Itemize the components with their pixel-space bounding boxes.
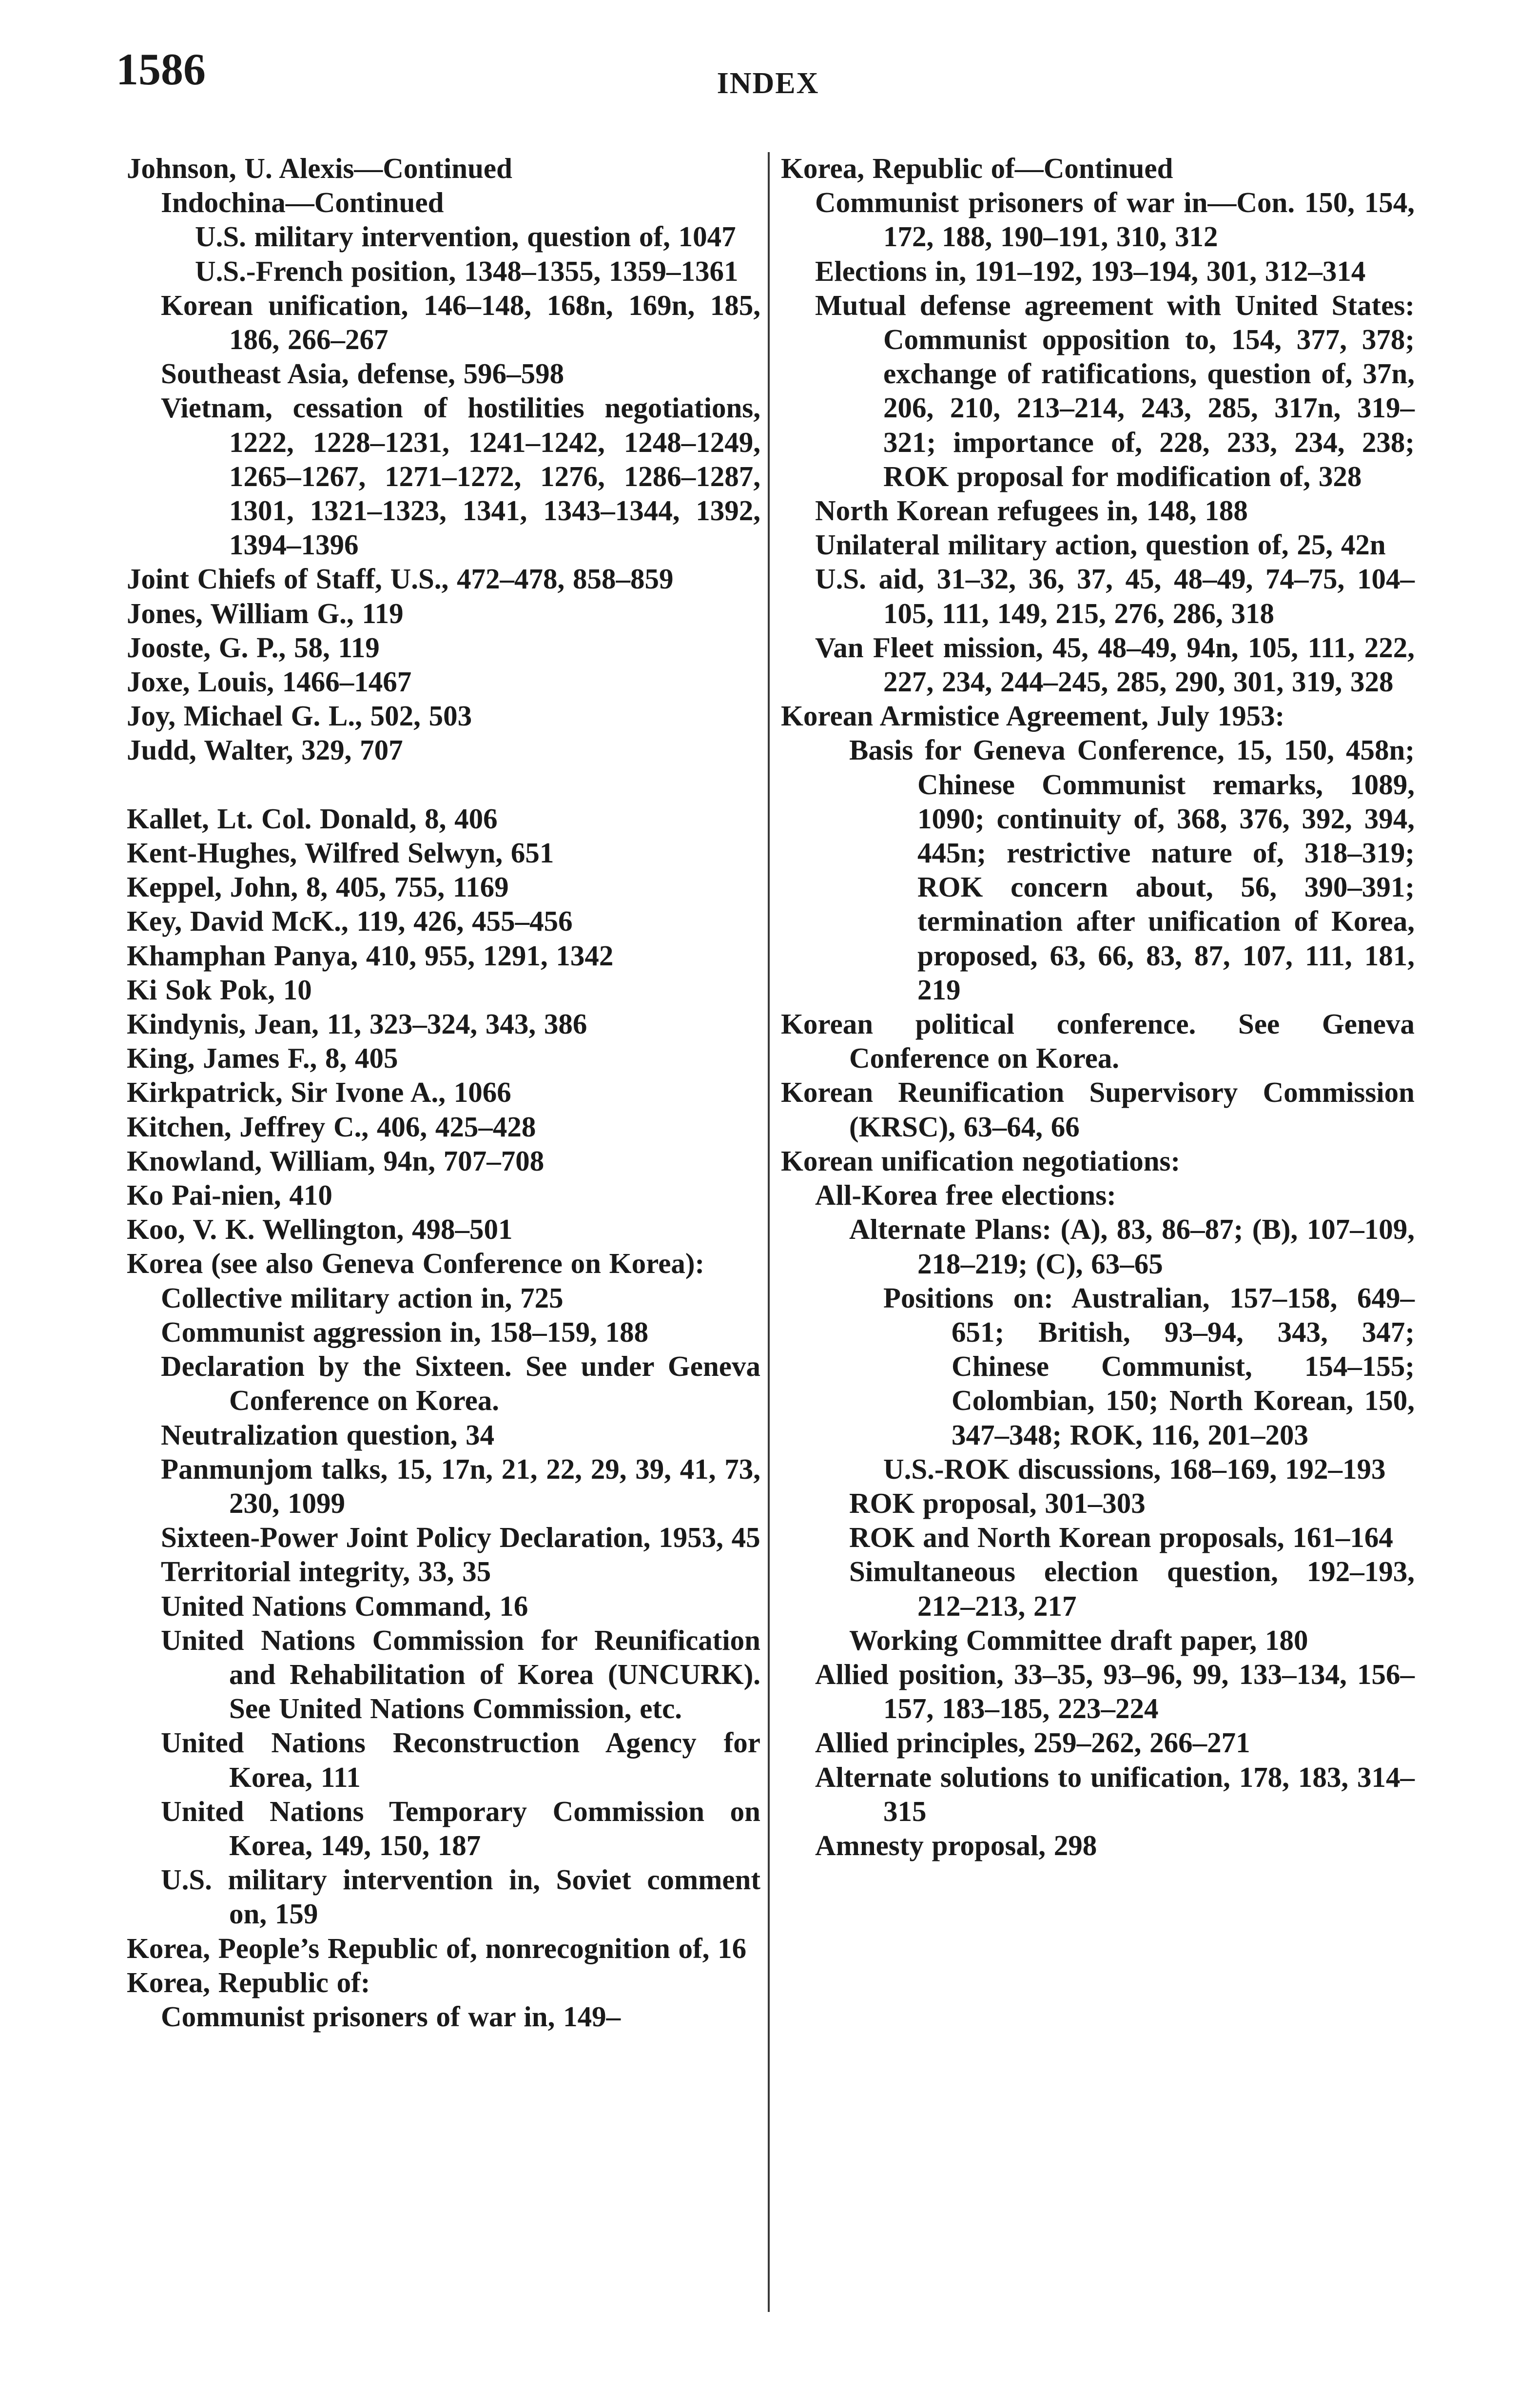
index-entry: Panmunjom talks, 15, 17n, 21, 22, 29, 39, 41, 73, 230, 1099: [161, 1452, 760, 1519]
index-entry: Korean Armistice Agreement, July 1953:: [781, 700, 1285, 732]
index-entry: Sixteen-Power Joint Policy Declaration, 1953, 45: [161, 1521, 760, 1554]
index-entry: U.S.-ROK discussions, 168–169, 192–193: [883, 1452, 1386, 1485]
index-entry: All-Korea free elections:: [815, 1179, 1116, 1212]
index-entry: Basis for Geneva Conference, 15, 150, 458n; Chinese Communist remarks, 1089, 1090; continuity of, 368, 376, 392, 394, 445n; restrictive nature of, 318–319; ROK concern about, 56, 390–391; termination after unification of Korea, proposed, 63, 66, 83, 87, 107, 111, 181, 219: [849, 734, 1415, 1006]
index-entry: Territorial integrity, 33, 35: [161, 1555, 491, 1588]
index-column-right: [781, 151, 1415, 1862]
index-entry: Van Fleet mission, 45, 48–49, 94n, 105, 111, 222, 227, 234, 244–245, 285, 290, 301, 319, 328: [815, 631, 1415, 698]
index-entry: U.S. military intervention in, Soviet comment on, 159: [161, 1863, 760, 1930]
index-entry: King, James F., 8, 405: [127, 1042, 398, 1075]
index-entry: Alternate Plans: (A), 83, 86–87; (B), 107–109, 218–219; (C), 63–65: [849, 1213, 1415, 1280]
index-entry: Positions on: Australian, 157–158, 649–651; British, 93–94, 343, 347; Chinese Communist, 154–155; Colombian, 150; North Korean, 150, 347–348; ROK, 116, 201–203: [883, 1281, 1415, 1451]
index-entry: Korea, People’s Republic of, nonrecognition of, 16: [127, 1932, 747, 1964]
index-entry: Korean political conference. See Geneva Conference on Korea.: [781, 1008, 1415, 1075]
index-entry: Neutralization question, 34: [161, 1418, 495, 1451]
index-entry: Working Committee draft paper, 180: [849, 1624, 1308, 1656]
index-entry: Korea, Republic of—Continued: [781, 152, 1173, 184]
index-entry: Korean unification negotiations:: [781, 1144, 1181, 1177]
index-entry: Korea, Republic of:: [127, 1966, 370, 1998]
index-spacer: [127, 767, 760, 802]
index-entry: Judd, Walter, 329, 707: [127, 734, 403, 766]
index-entry: Communist aggression in, 158–159, 188: [161, 1315, 649, 1348]
index-entry: Koo, V. K. Wellington, 498–501: [127, 1213, 513, 1246]
page-number: 1586: [116, 44, 206, 94]
index-entry: Korean unification, 146–148, 168n, 169n, 185, 186, 266–267: [161, 289, 760, 356]
index-entry: ROK and North Korean proposals, 161–164: [849, 1521, 1393, 1554]
index-entry: Jones, William G., 119: [127, 597, 404, 629]
index-entry: Kitchen, Jeffrey C., 406, 425–428: [127, 1110, 536, 1143]
index-entry: Key, David McK., 119, 426, 455–456: [127, 905, 573, 938]
index-entry: Unilateral military action, question of, 25, 42n: [815, 529, 1386, 561]
index-entry: Khamphan Panya, 410, 955, 1291, 1342: [127, 939, 614, 972]
index-entry: Allied principles, 259–262, 266–271: [815, 1726, 1250, 1759]
index-entry: Alternate solutions to unification, 178, 183, 314–315: [815, 1761, 1415, 1827]
index-entry: North Korean refugees in, 148, 188: [815, 494, 1248, 527]
index-entry: Allied position, 33–35, 93–96, 99, 133–134, 156–157, 183–185, 223–224: [815, 1658, 1415, 1725]
index-entry: Elections in, 191–192, 193–194, 301, 312–314: [815, 255, 1366, 287]
index-entry: United Nations Command, 16: [161, 1589, 528, 1622]
index-entry: Communist prisoners of war in—Con. 150, 154, 172, 188, 190–191, 310, 312: [815, 186, 1415, 253]
index-column-left: [127, 151, 760, 2034]
index-entry: Mutual defense agreement with United States: Communist opposition to, 154, 377, 378; exchange of ratifications, question of, 37n, 206, 210, 213–214, 243, 285, 317n, 319–321; importance of, 228, 233, 234, 238; ROK proposal for modification of, 328: [815, 289, 1415, 492]
index-entry: Johnson, U. Alexis—Continued: [127, 152, 512, 184]
index-entry: U.S.-French position, 1348–1355, 1359–1361: [195, 255, 739, 287]
index-entry: United Nations Reconstruction Agency for Korea, 111: [161, 1726, 760, 1793]
index-entry: ROK proposal, 301–303: [849, 1487, 1146, 1519]
index-entry: Knowland, William, 94n, 707–708: [127, 1144, 544, 1177]
index-entry: Communist prisoners of war in, 149–: [161, 2000, 621, 2033]
index-entry: Kindynis, Jean, 11, 323–324, 343, 386: [127, 1008, 587, 1040]
index-entry: Keppel, John, 8, 405, 755, 1169: [127, 871, 509, 903]
index-entry: Joint Chiefs of Staff, U.S., 472–478, 858–859: [127, 563, 674, 595]
index-entry: Amnesty proposal, 298: [815, 1829, 1097, 1861]
index-entry: Vietnam, cessation of hostilities negotiations, 1222, 1228–1231, 1241–1242, 1248–1249, 1265–1267, 1271–1272, 1276, 1286–1287, 1301, 1321–1323, 1341, 1343–1344, 1392, 1394–1396: [161, 392, 760, 561]
index-entry: Joy, Michael G. L., 502, 503: [127, 700, 472, 732]
column-divider: [768, 152, 770, 2312]
index-entry: Indochina—Continued: [161, 186, 444, 219]
index-entry: Kirkpatrick, Sir Ivone A., 1066: [127, 1076, 511, 1109]
index-entry: United Nations Commission for Reunification and Rehabilitation of Korea (UNCURK). See United Nations Commission, etc.: [161, 1624, 760, 1725]
index-entry: Korean Reunification Supervisory Commission (KRSC), 63–64, 66: [781, 1076, 1415, 1143]
index-entry: Ki Sok Pok, 10: [127, 973, 312, 1006]
index-entry: U.S. military intervention, question of, 1047: [195, 220, 736, 253]
running-head: INDEX: [717, 67, 819, 100]
index-entry: Southeast Asia, defense, 596–598: [161, 357, 564, 390]
index-entry: Declaration by the Sixteen. See under Geneva Conference on Korea.: [161, 1350, 760, 1417]
index-entry: Collective military action in, 725: [161, 1281, 564, 1314]
index-entry: Joxe, Louis, 1466–1467: [127, 666, 412, 698]
index-entry: Kent-Hughes, Wilfred Selwyn, 651: [127, 837, 554, 869]
index-entry: Korea (see also Geneva Conference on Korea):: [127, 1247, 705, 1280]
index-entry: Jooste, G. P., 58, 119: [127, 631, 380, 664]
index-entry: U.S. aid, 31–32, 36, 37, 45, 48–49, 74–75, 104–105, 111, 149, 215, 276, 286, 318: [815, 563, 1415, 629]
index-entry: United Nations Temporary Commission on Korea, 149, 150, 187: [161, 1795, 760, 1861]
index-entry: Kallet, Lt. Col. Donald, 8, 406: [127, 802, 498, 835]
index-entry: Simultaneous election question, 192–193, 212–213, 217: [849, 1555, 1415, 1622]
index-entry: Ko Pai-nien, 410: [127, 1179, 332, 1212]
